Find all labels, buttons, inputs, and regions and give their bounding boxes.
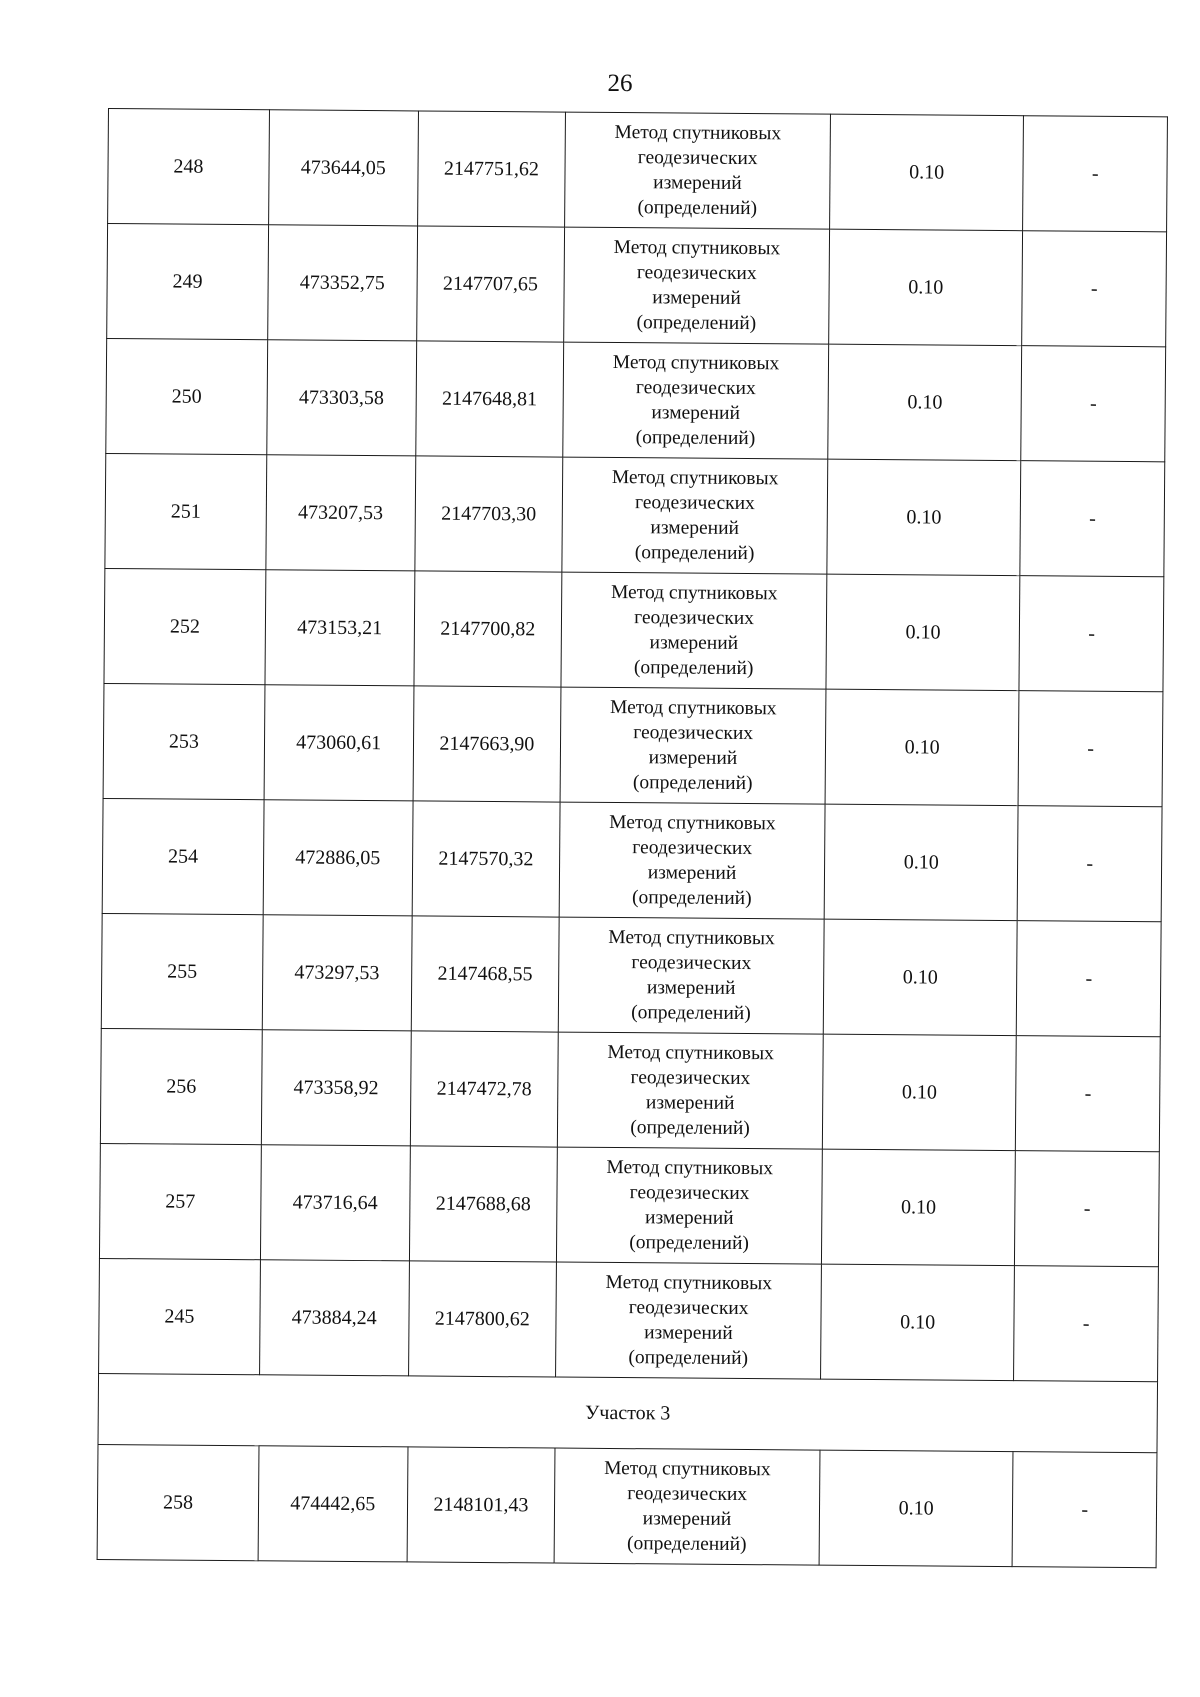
note-value: - xyxy=(1014,1266,1159,1382)
point-number: 251 xyxy=(105,453,267,569)
coordinate-x: 473644,05 xyxy=(268,110,418,226)
method-line: геодезических xyxy=(628,1297,749,1320)
table-row xyxy=(103,683,1163,806)
coordinate-y: 2147472,78 xyxy=(410,1031,559,1147)
method-line: геодезических xyxy=(634,492,755,515)
method-line: геодезических xyxy=(635,377,756,400)
method-line: геодезических xyxy=(627,1483,748,1506)
accuracy-value: 0.10 xyxy=(827,459,1021,576)
coordinate-x: 473297,53 xyxy=(262,915,412,1031)
table-row xyxy=(101,913,1161,1036)
coordinate-x: 473303,58 xyxy=(267,340,417,456)
method-line: Метод спутниковых xyxy=(611,466,779,490)
accuracy-value: 0.10 xyxy=(824,804,1018,921)
method-line: измерений xyxy=(653,172,742,194)
table-row xyxy=(99,1258,1159,1381)
method-line: (определений) xyxy=(628,1347,749,1370)
coordinate-y: 2147751,62 xyxy=(417,111,566,227)
coordinate-x: 473153,21 xyxy=(265,570,415,686)
coordinates-table xyxy=(97,108,1168,1568)
accuracy-value: 0.10 xyxy=(829,229,1023,346)
point-number: 249 xyxy=(107,224,269,340)
method-line: Метод спутниковых xyxy=(612,351,780,375)
method-cell xyxy=(564,227,830,344)
method-line: измерений xyxy=(646,977,736,999)
method-line: (определений) xyxy=(634,542,755,565)
method-line: измерений xyxy=(645,1092,735,1114)
method-cell xyxy=(562,457,828,574)
accuracy-value: 0.10 xyxy=(825,689,1019,806)
coordinate-x: 473207,53 xyxy=(266,455,416,571)
accuracy-value: 0.10 xyxy=(820,1264,1014,1381)
point-number: 250 xyxy=(106,338,268,454)
method-line: измерений xyxy=(644,1207,734,1229)
coordinate-y: 2147663,90 xyxy=(413,686,562,802)
section-header-row xyxy=(98,1373,1158,1452)
method-line: Метод спутниковых xyxy=(614,121,782,145)
method-line: Метод спутниковых xyxy=(604,1457,771,1481)
method-cell xyxy=(565,112,831,229)
method-cell xyxy=(563,342,829,459)
method-line: геодезических xyxy=(630,1067,751,1090)
coordinate-y: 2147648,81 xyxy=(415,341,564,457)
note-value: - xyxy=(1017,921,1162,1037)
method-cell xyxy=(557,1147,823,1264)
method-line: геодезических xyxy=(637,147,758,170)
table-row xyxy=(97,1444,1157,1567)
coordinate-x: 473716,64 xyxy=(260,1145,410,1261)
point-number: 255 xyxy=(101,913,263,1029)
method-line: (определений) xyxy=(629,1232,750,1255)
method-cell xyxy=(558,917,824,1034)
method-cell xyxy=(559,802,825,919)
coordinate-x: 473358,92 xyxy=(261,1030,411,1146)
note-value: - xyxy=(1012,1452,1157,1568)
coordinates-table-body xyxy=(97,109,1167,1568)
coordinate-x: 473060,61 xyxy=(264,685,414,801)
coordinate-x: 473884,24 xyxy=(259,1260,409,1376)
section-title: Участок 3 xyxy=(98,1373,1158,1452)
method-line: геодезических xyxy=(631,952,752,975)
method-line: измерений xyxy=(642,1508,732,1530)
note-value: - xyxy=(1019,576,1164,692)
note-value: - xyxy=(1018,806,1163,922)
note-value: - xyxy=(1022,231,1167,347)
table-row xyxy=(105,453,1165,576)
point-number: 252 xyxy=(104,568,266,684)
coordinate-y: 2147703,30 xyxy=(414,456,563,572)
table-row xyxy=(104,568,1164,691)
accuracy-value: 0.10 xyxy=(822,1034,1016,1151)
method-line: измерений xyxy=(652,287,741,309)
method-line: (определений) xyxy=(631,1002,751,1025)
method-line: измерений xyxy=(644,1322,733,1344)
method-cell xyxy=(561,572,827,689)
accuracy-value: 0.10 xyxy=(821,1149,1015,1266)
method-line: измерений xyxy=(651,402,741,424)
method-line: измерений xyxy=(647,862,737,884)
method-line: Метод спутниковых xyxy=(605,1271,773,1295)
coordinate-x: 473352,75 xyxy=(268,225,418,341)
method-line: (определений) xyxy=(632,772,753,795)
coordinate-y: 2147468,55 xyxy=(411,916,560,1032)
table-row xyxy=(99,1143,1159,1266)
table-row xyxy=(106,338,1166,461)
table-row xyxy=(100,1028,1160,1151)
accuracy-value: 0.10 xyxy=(826,574,1020,691)
accuracy-value: 0.10 xyxy=(823,919,1017,1036)
point-number: 245 xyxy=(99,1258,261,1374)
method-cell xyxy=(560,687,826,804)
coordinate-y: 2147700,82 xyxy=(414,571,563,687)
method-line: Метод спутниковых xyxy=(606,1156,774,1180)
method-line: Метод спутниковых xyxy=(610,581,778,605)
point-number: 258 xyxy=(97,1444,259,1560)
coordinate-y: 2147707,65 xyxy=(416,226,565,342)
method-line: (определений) xyxy=(633,657,754,680)
method-line: измерений xyxy=(648,747,738,769)
method-line: измерений xyxy=(649,632,739,654)
method-cell xyxy=(556,1262,822,1379)
method-line: (определений) xyxy=(631,887,752,910)
accuracy-value: 0.10 xyxy=(828,344,1022,461)
method-line: (определений) xyxy=(630,1117,750,1140)
note-value: - xyxy=(1020,461,1165,577)
accuracy-value: 0.10 xyxy=(829,114,1023,231)
note-value: - xyxy=(1023,116,1168,232)
method-line: геодезических xyxy=(633,722,754,745)
point-number: 257 xyxy=(99,1143,261,1259)
coordinate-y: 2147800,62 xyxy=(408,1261,557,1377)
point-number: 256 xyxy=(100,1028,262,1144)
note-value: - xyxy=(1015,1151,1160,1267)
method-line: Метод спутниковых xyxy=(607,1041,774,1065)
method-line: (определений) xyxy=(636,312,757,335)
method-line: Метод спутниковых xyxy=(610,696,777,720)
coordinate-x: 472886,05 xyxy=(263,800,413,916)
table-row xyxy=(107,224,1167,347)
coordinate-y: 2148101,43 xyxy=(407,1447,556,1563)
coordinate-y: 2147570,32 xyxy=(412,801,561,917)
point-number: 248 xyxy=(108,109,270,225)
note-value: - xyxy=(1021,346,1166,462)
point-number: 253 xyxy=(103,683,265,799)
coordinate-y: 2147688,68 xyxy=(409,1146,558,1262)
method-line: геодезических xyxy=(629,1182,750,1205)
page-number: 26 xyxy=(607,70,633,97)
note-value: - xyxy=(1016,1036,1161,1152)
method-line: Метод спутниковых xyxy=(608,926,775,950)
table-row xyxy=(102,798,1162,921)
method-line: геодезических xyxy=(636,262,757,285)
method-line: (определений) xyxy=(635,427,756,450)
method-cell xyxy=(558,1032,824,1149)
method-line: (определений) xyxy=(637,197,758,220)
method-line: геодезических xyxy=(632,837,753,860)
method-line: геодезических xyxy=(634,607,755,630)
method-line: Метод спутниковых xyxy=(609,811,776,835)
method-cell xyxy=(554,1448,820,1565)
method-line: измерений xyxy=(650,517,740,539)
method-line: Метод спутниковых xyxy=(613,236,781,260)
table-row xyxy=(108,109,1168,232)
coordinate-x: 474442,65 xyxy=(258,1446,408,1562)
note-value: - xyxy=(1018,691,1163,807)
method-line: (определений) xyxy=(626,1533,747,1556)
point-number: 254 xyxy=(102,798,264,914)
accuracy-value: 0.10 xyxy=(819,1450,1013,1567)
